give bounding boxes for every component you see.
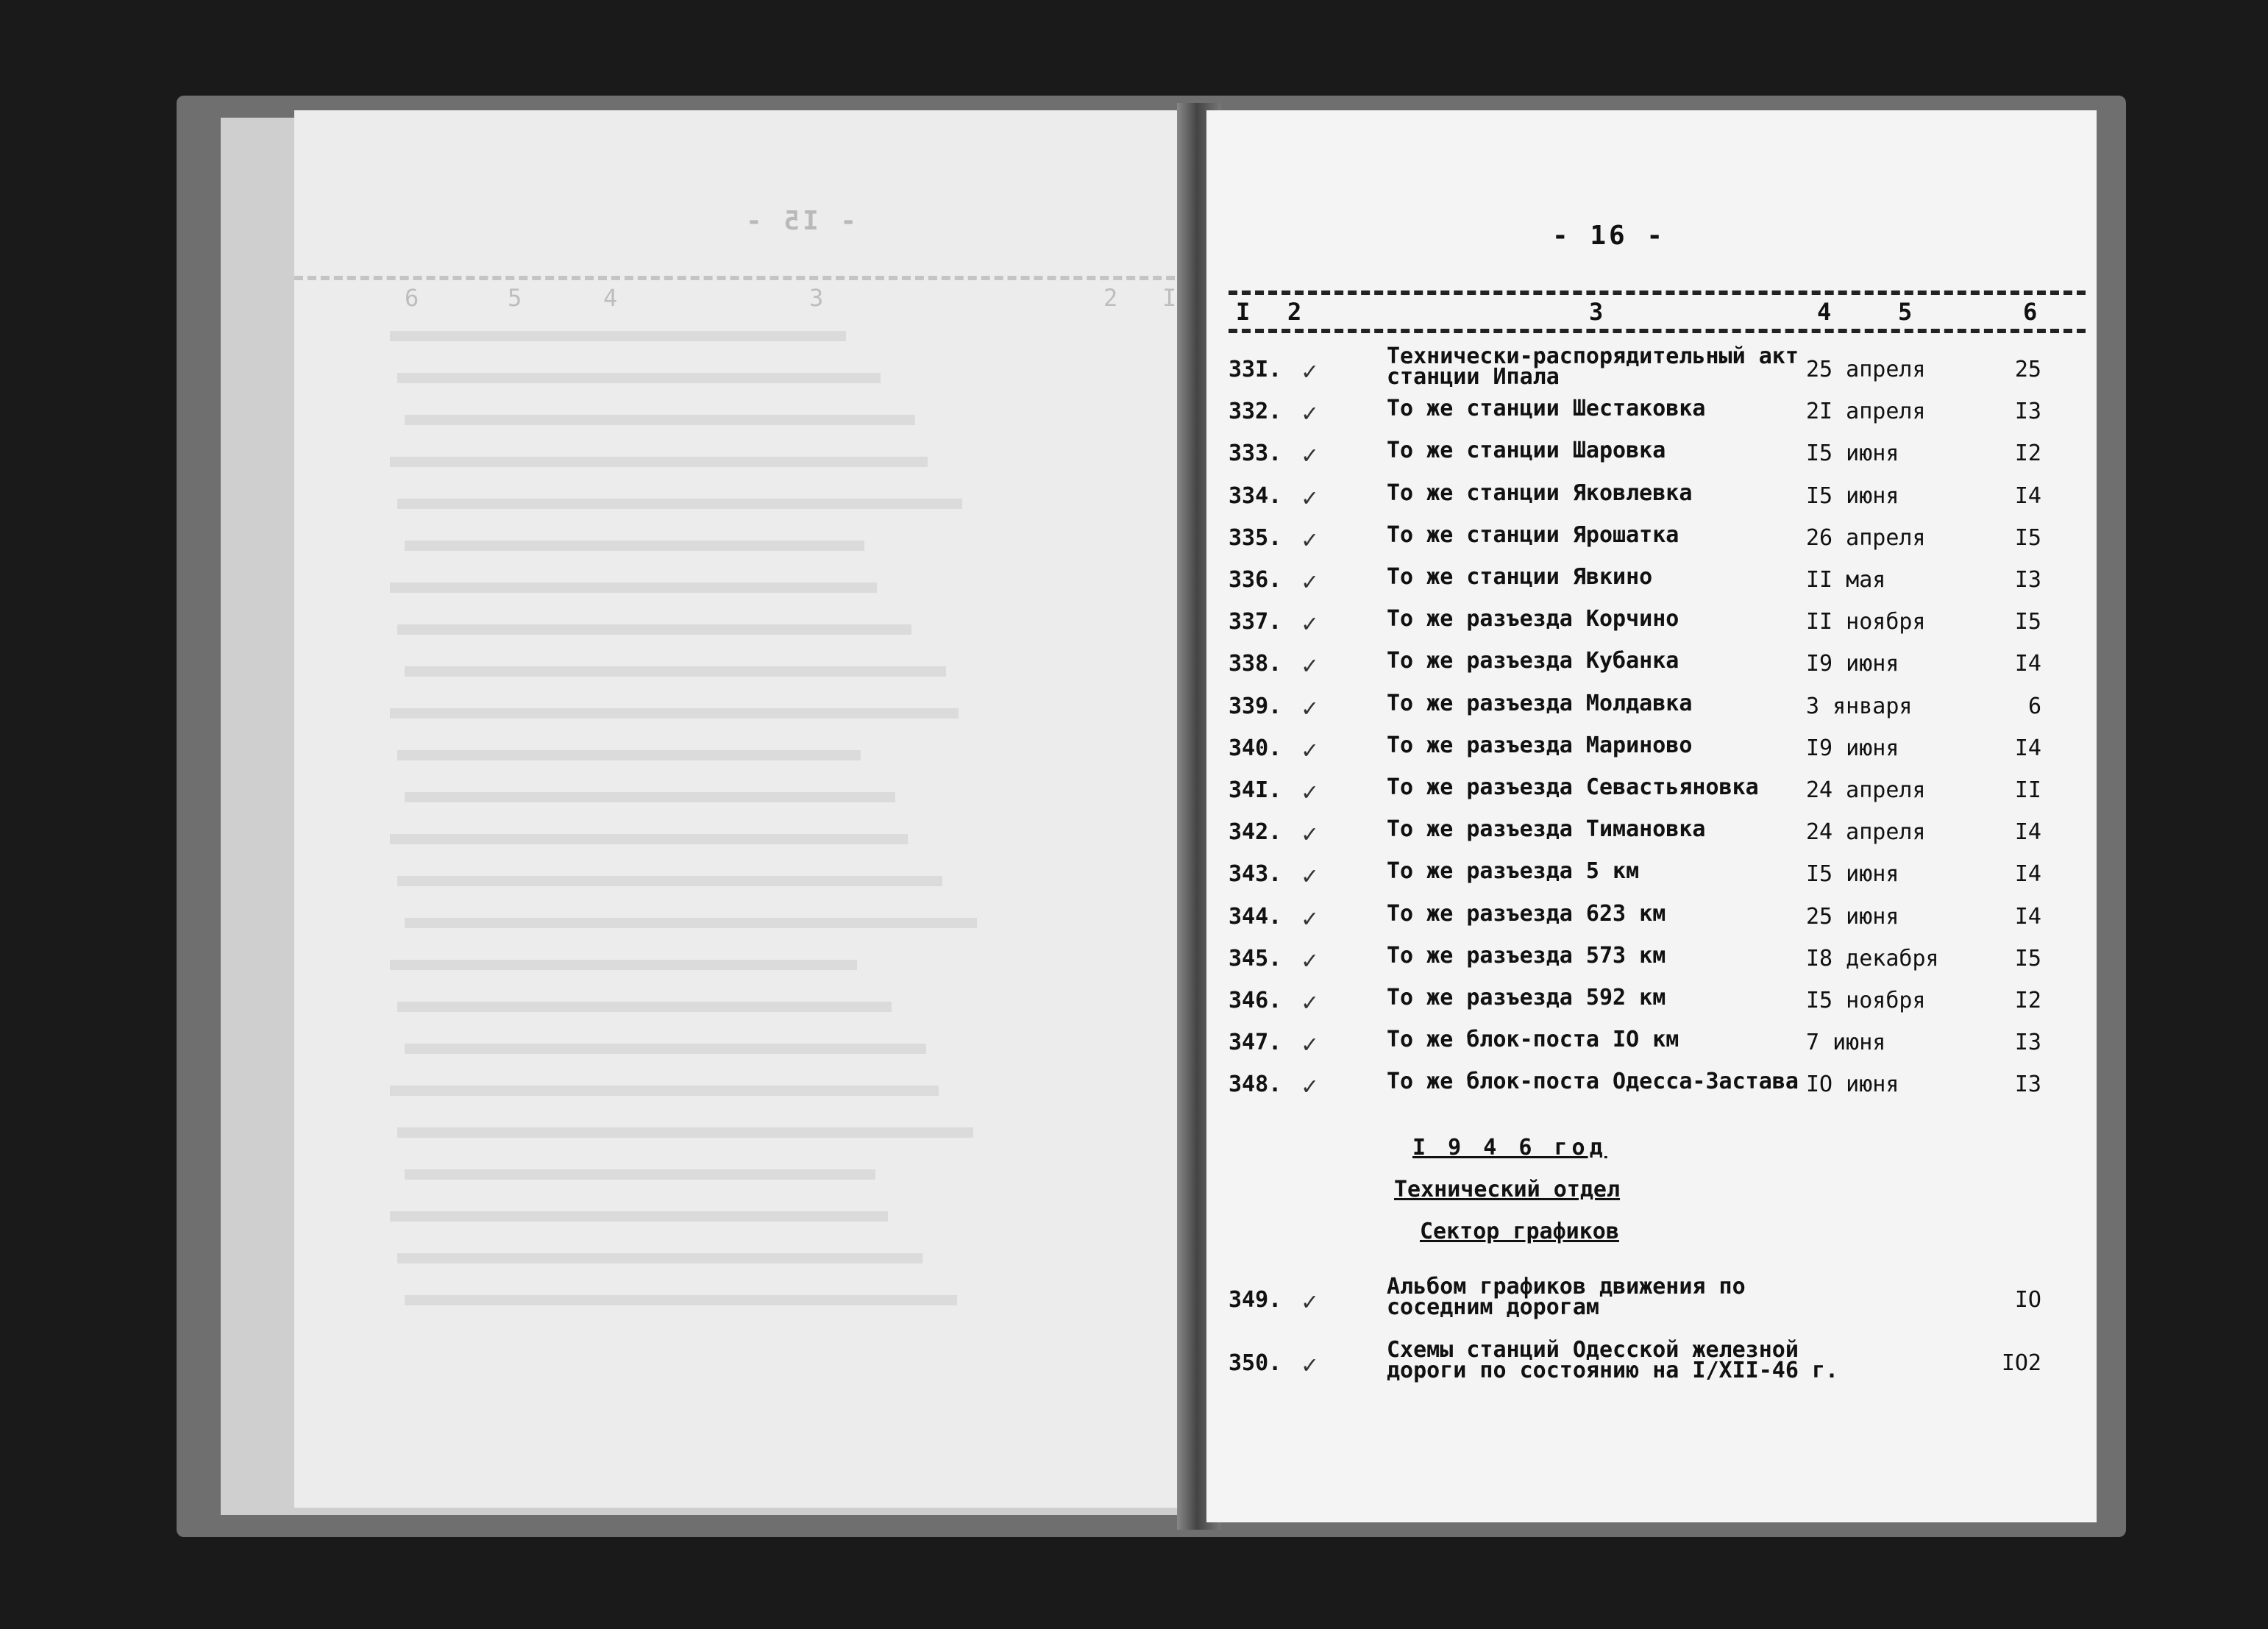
item-number: 340. <box>1229 735 1282 761</box>
item-date: 24 апреля <box>1806 777 1926 803</box>
bleed-through-line <box>390 457 928 467</box>
item-date: II мая <box>1806 567 1886 593</box>
item-sheet-count: I3 <box>2014 1072 2041 1098</box>
column-header: 4 <box>603 284 618 312</box>
item-title: То же разъезда 592 км <box>1387 985 1666 1010</box>
item-number: 347. <box>1229 1030 1282 1056</box>
table-row <box>1229 942 2075 987</box>
item-number: 34I. <box>1229 777 1282 803</box>
item-sheet-count: II <box>2014 777 2041 803</box>
item-sheet-count: I4 <box>2014 861 2041 888</box>
item-title: То же станции Явкино <box>1387 564 1653 590</box>
column-header: 3 <box>1589 298 1604 326</box>
checkmark: ✓ <box>1302 399 1318 429</box>
checkmark: ✓ <box>1302 651 1318 681</box>
bleed-through-line <box>397 1002 892 1012</box>
left-page-number: - I5 - <box>743 206 857 236</box>
item-number: 345. <box>1229 945 1282 972</box>
item-number: 336. <box>1229 567 1282 593</box>
item-number: 350. <box>1229 1350 1282 1376</box>
bleed-through-line <box>405 918 977 928</box>
column-header: 5 <box>508 284 522 312</box>
item-sheet-count: 25 <box>2014 357 2041 382</box>
item-number: 346. <box>1229 988 1282 1013</box>
item-title: Схемы станций Одесской железной дороги по состоянию на I/XII-46 г. <box>1387 1337 1839 1383</box>
item-number: 343. <box>1229 861 1282 888</box>
item-title: То же разъезда 5 км <box>1387 858 1640 885</box>
item-number: 348. <box>1229 1072 1282 1098</box>
checkmark: ✓ <box>1302 988 1318 1017</box>
bleed-through-line <box>397 1253 923 1263</box>
right-page <box>1206 110 2097 1522</box>
item-title: То же разъезда 573 км <box>1387 942 1666 969</box>
item-title: То же разъезда Корчино <box>1387 606 1679 632</box>
checkmark: ✓ <box>1302 819 1318 849</box>
table-row <box>1229 521 2075 566</box>
item-number: 333. <box>1229 441 1282 467</box>
table-row <box>1229 732 2075 777</box>
table-row <box>1229 343 2075 398</box>
item-date: 24 апреля <box>1806 819 1926 846</box>
item-number: 332. <box>1229 399 1282 425</box>
item-title: То же станции Шаровка <box>1387 438 1666 464</box>
item-sheet-count: IO <box>2014 1287 2041 1313</box>
table-row <box>1229 1069 2075 1113</box>
checkmark: ✓ <box>1302 1287 1318 1316</box>
table-row <box>1229 606 2075 650</box>
item-title: Альбом графиков движения по соседним дорогам <box>1387 1274 1746 1320</box>
checkmark: ✓ <box>1302 693 1318 723</box>
item-title: То же станции Ярошатка <box>1387 521 1679 548</box>
bleed-through-line <box>390 582 877 593</box>
item-date: I5 июня <box>1806 441 1899 467</box>
item-sheet-count: I3 <box>2014 399 2041 425</box>
year-heading: I 9 4 6 год <box>1412 1135 1607 1161</box>
bleed-through-line <box>405 415 915 425</box>
item-title: То же блок-поста Одесса-Застава <box>1387 1069 1799 1095</box>
right-page-number: - 16 - <box>1552 221 1666 251</box>
item-date: I9 июня <box>1806 735 1899 761</box>
table-row <box>1229 648 2075 692</box>
column-header: 4 <box>1817 298 1832 326</box>
bleed-through-line <box>405 1169 875 1180</box>
column-header: 6 <box>2023 298 2038 326</box>
bleed-through-line <box>390 1211 888 1222</box>
item-sheet-count: 6 <box>2027 693 2041 719</box>
table-row <box>1229 480 2075 524</box>
checkmark: ✓ <box>1302 357 1318 386</box>
item-sheet-count: I4 <box>2014 819 2041 846</box>
item-title: То же разъезда 623 км <box>1387 900 1666 927</box>
bleed-through-line <box>390 960 857 970</box>
item-date: 26 апреля <box>1806 524 1926 551</box>
item-sheet-count: I5 <box>2014 524 2041 551</box>
item-sheet-count: I4 <box>2014 482 2041 509</box>
checkmark: ✓ <box>1302 777 1318 807</box>
checkmark: ✓ <box>1302 735 1318 765</box>
checkmark: ✓ <box>1302 524 1318 555</box>
item-date: 25 апреля <box>1806 357 1926 382</box>
bleed-through-line <box>397 624 911 635</box>
table-row <box>1229 564 2075 608</box>
column-header: 3 <box>809 284 824 312</box>
department-heading: Технический отдел <box>1394 1177 1621 1202</box>
checkmark: ✓ <box>1302 1350 1318 1380</box>
item-number: 33I. <box>1229 357 1282 382</box>
item-number: 349. <box>1229 1287 1282 1313</box>
bleed-through-line <box>397 750 861 760</box>
checkmark: ✓ <box>1302 441 1318 471</box>
item-number: 334. <box>1229 482 1282 509</box>
item-title: То же разъезда Молдавка <box>1387 690 1693 716</box>
item-title: То же станции Яковлевка <box>1387 480 1693 506</box>
bleed-through-line <box>390 834 908 844</box>
item-number: 339. <box>1229 693 1282 719</box>
item-date: I5 ноября <box>1806 988 1926 1013</box>
item-sheet-count: I2 <box>2014 441 2041 467</box>
item-date: I5 июня <box>1806 482 1899 509</box>
table-row <box>1229 985 2075 1029</box>
checkmark: ✓ <box>1302 1072 1318 1102</box>
table-row <box>1229 774 2075 819</box>
bleed-through-line <box>405 792 895 802</box>
checkmark: ✓ <box>1302 482 1318 513</box>
item-title: Технически-распорядительный акт станции Ипала <box>1387 343 1799 390</box>
checkmark: ✓ <box>1302 861 1318 891</box>
item-title: То же разъезда Севастьяновка <box>1387 774 1759 800</box>
item-title: То же блок-поста IO км <box>1387 1027 1679 1053</box>
table-row <box>1229 690 2075 735</box>
item-sheet-count: I4 <box>2014 903 2041 930</box>
item-number: 335. <box>1229 524 1282 551</box>
table-row <box>1229 816 2075 860</box>
table-row <box>1229 858 2075 902</box>
bleed-through-line <box>405 1044 926 1054</box>
item-sheet-count: I3 <box>2014 567 2041 593</box>
item-title: То же разъезда Кубанка <box>1387 648 1679 674</box>
table-row <box>1229 900 2075 945</box>
left-page <box>294 110 1195 1508</box>
column-header: 2 <box>1103 284 1118 312</box>
table-row <box>1229 1337 2075 1391</box>
bleed-through-line <box>405 1295 957 1305</box>
bleed-through-line <box>397 499 962 509</box>
item-date: 7 июня <box>1806 1030 1886 1056</box>
item-number: 342. <box>1229 819 1282 846</box>
item-date: 2I апреля <box>1806 399 1926 425</box>
item-number: 338. <box>1229 651 1282 677</box>
column-header: I <box>1236 298 1251 326</box>
sector-heading: Сектор графиков <box>1420 1219 1619 1244</box>
table-row <box>1229 438 2075 482</box>
header-bottom-rule <box>1229 329 2086 333</box>
header-top-rule <box>1229 290 2086 295</box>
item-sheet-count: I4 <box>2014 735 2041 761</box>
bleed-through-line <box>405 666 946 677</box>
table-row <box>1229 1027 2075 1071</box>
bleed-through-line <box>397 373 881 383</box>
item-date: IO июня <box>1806 1072 1899 1098</box>
checkmark: ✓ <box>1302 1030 1318 1060</box>
item-number: 337. <box>1229 609 1282 635</box>
item-sheet-count: I3 <box>2014 1030 2041 1056</box>
bleed-through-line <box>397 876 942 886</box>
column-header: 5 <box>1898 298 1913 326</box>
left-header-rule <box>294 276 1188 280</box>
checkmark: ✓ <box>1302 609 1318 639</box>
item-title: То же разъезда Тимановка <box>1387 816 1706 843</box>
item-sheet-count: I2 <box>2014 988 2041 1013</box>
bleed-through-line <box>390 1086 939 1096</box>
checkmark: ✓ <box>1302 945 1318 975</box>
item-date: 3 января <box>1806 693 1913 719</box>
column-header: 6 <box>405 284 419 312</box>
table-row <box>1229 1274 2075 1328</box>
item-date: 25 июня <box>1806 903 1899 930</box>
item-number: 344. <box>1229 903 1282 930</box>
bleed-through-line <box>390 331 846 341</box>
bleed-through-line <box>390 708 959 719</box>
table-row <box>1229 396 2075 440</box>
bleed-through-line <box>397 1127 973 1138</box>
item-sheet-count: I5 <box>2014 609 2041 635</box>
item-date: I9 июня <box>1806 651 1899 677</box>
item-sheet-count: IO2 <box>2001 1350 2041 1376</box>
checkmark: ✓ <box>1302 567 1318 596</box>
checkmark: ✓ <box>1302 903 1318 933</box>
column-header: 2 <box>1287 298 1302 326</box>
item-date: II ноября <box>1806 609 1926 635</box>
item-date: I8 декабря <box>1806 945 1939 972</box>
item-title: То же станции Шестаковка <box>1387 396 1706 422</box>
column-header: I <box>1162 284 1177 312</box>
item-sheet-count: I5 <box>2014 945 2041 972</box>
item-title: То же разъезда Мариново <box>1387 732 1693 758</box>
bleed-through-line <box>405 541 864 551</box>
item-sheet-count: I4 <box>2014 651 2041 677</box>
item-date: I5 июня <box>1806 861 1899 888</box>
